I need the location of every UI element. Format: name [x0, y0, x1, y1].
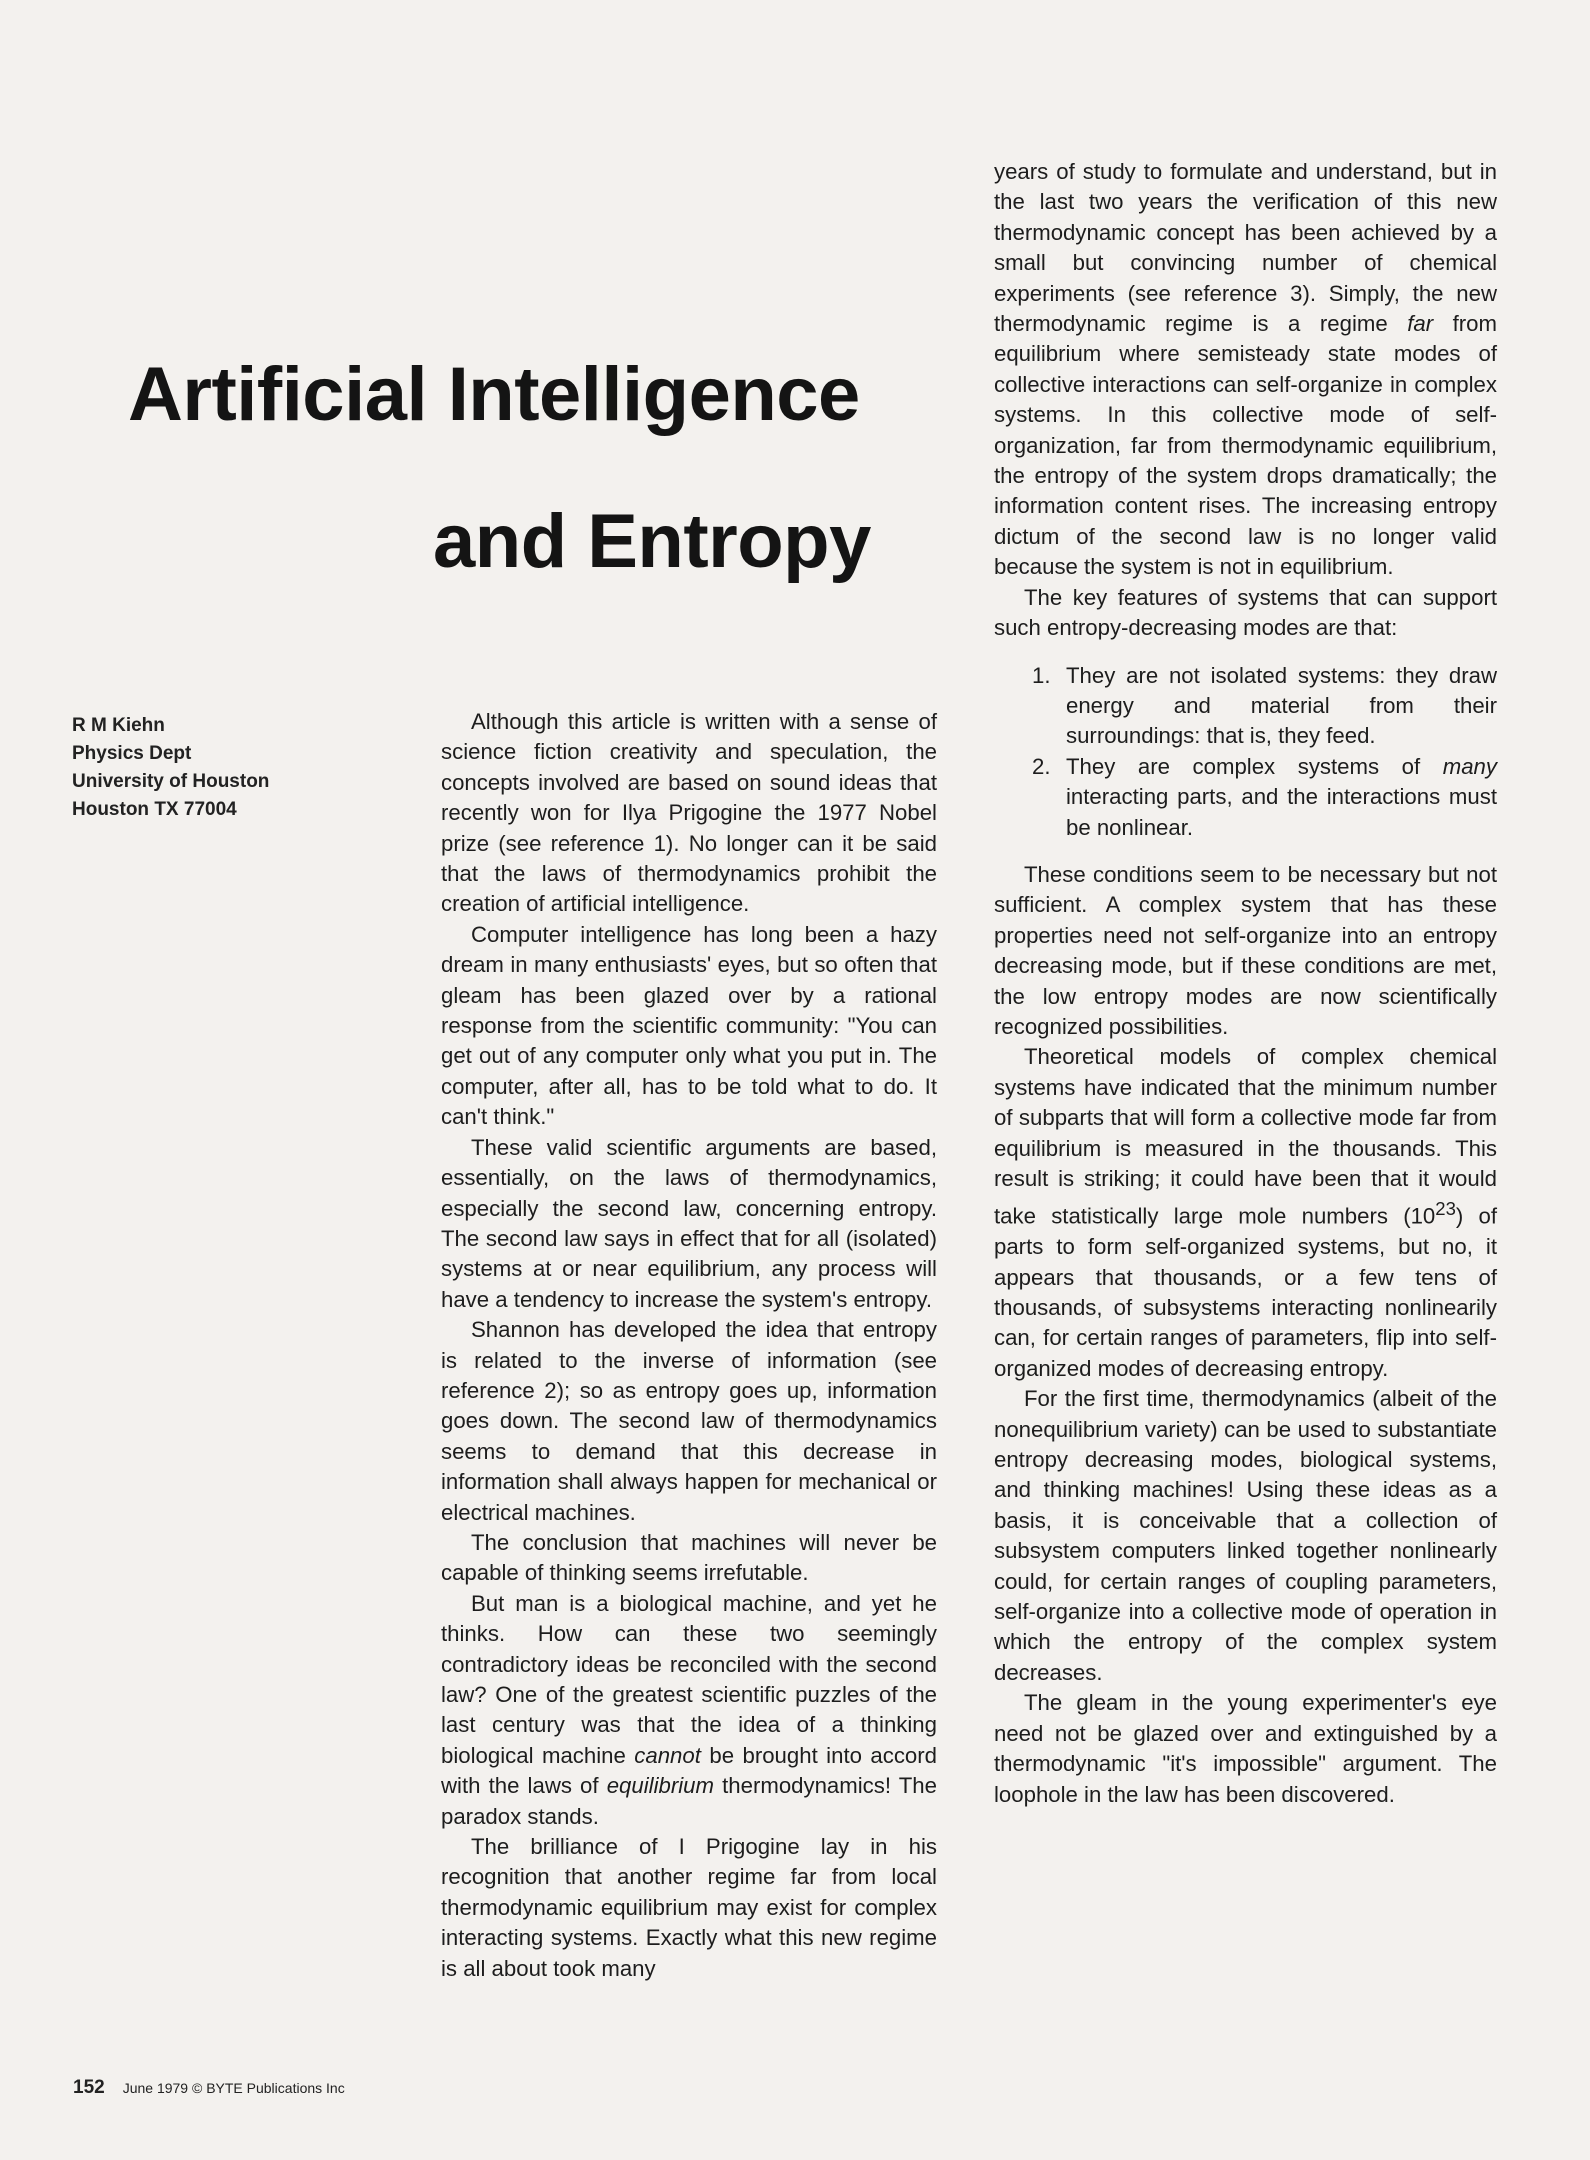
- author-block: [72, 712, 269, 824]
- list-item: 1. They are not isolated systems: they draw energy and material from their surroundings: that is, they feed.: [1032, 662, 1497, 749]
- paragraph-4: Shannon has developed the idea that entropy is related to the inverse of information (see reference 2); so as entropy goes up, information goes down. The second law of thermodynamics seems to demand that this decrease in information shall always happen for mechanical or electrical machines.: [441, 1317, 937, 1525]
- emphasis-far: far: [1407, 311, 1434, 337]
- paragraph-key-features: The key features of systems that can support such entropy-decreasing modes are that:: [994, 584, 1497, 641]
- emphasis-many: many: [1442, 753, 1497, 779]
- list-item: 2. They are complex systems of many interacting parts, and the interactions must be nonlinear.: [1032, 753, 1497, 840]
- author-university: University of Houston: [72, 771, 270, 792]
- author-dept: Physics Dept: [72, 743, 192, 764]
- publication-info: June 1979 © BYTE Publications Inc: [122, 2080, 345, 2096]
- emphasis-cannot: cannot: [634, 1742, 701, 1768]
- paragraph-7: The brilliance of I Prigogine lay in his recognition that another regime far from local thermodynamic equilibrium may exist for complex interacting systems. Exactly what this new regime is all about took many: [441, 1834, 937, 1981]
- paragraph-continued: years of study to formulate and understand, but in the last two years the verification of this new thermodynamic concept has been achieved by a small but convincing number of chemical experiments (see reference 3). Simply, the new thermodynamic regime is a regime far from equilibrium where semisteady state modes of collective interactions can self-organize in complex systems. In this collective mode of self-organization, far from thermodynamic equilibrium, the entropy of the system drops dramatically; the information content rises. The increasing entropy dictum of the second law is no longer valid because the system is not in equilibrium.: [994, 159, 1497, 580]
- author-name: R M Kiehn: [72, 715, 165, 736]
- article-title-line-1: Artificial Intelligence: [128, 352, 860, 437]
- paragraph-conditions: These conditions seem to be necessary but not sufficient. A complex system that has these properties need not self-organize into an entropy decreasing mode, but if these conditions are met, the low entropy modes are now scientifically recognized possibilities.: [994, 861, 1497, 1039]
- emphasis-equilibrium: equilibrium: [606, 1773, 714, 1799]
- paragraph-1: Although this article is written with a sense of science fiction creativity and speculation, the concepts involved are based on sound ideas that recently won for Ilya Prigogine the 1977 Nobel prize (see reference 1). No longer can it be said that the laws of thermodynamics prohibit the creation of artificial intelligence.: [441, 709, 937, 917]
- paragraph-first-time: For the first time, thermodynamics (albeit of the nonequilibrium variety) can be used to substantiate entropy decreasing modes, biological systems, and thinking machines! Using these ideas as a basis, it is conceivable that a collection of subsystem computers linked together nonlinearly could, for certain ranges of coupling parameters, self-organize into a collective mode of operation in which the entropy of the complex system decreases.: [994, 1386, 1497, 1685]
- author-city: Houston TX 77004: [72, 799, 237, 820]
- paragraph-6: But man is a biological machine, and yet he thinks. How can these two seemingly contradictory ideas be reconciled with the second law? One of the greatest scientific puzzles of the last century was that the idea of a thinking biological machine cannot be brought into accord with the laws of equilibrium thermodynamics! The paradox stands.: [441, 1590, 937, 1829]
- paragraph-models: Theoretical models of complex chemical systems have indicated that the minimum number of subparts that will form a collective mode far from equilibrium is measured in the thousands. This result is striking; it could have been that it would take statistically large mole numbers $(10^{23})$ of parts to form self-organized systems, but no, it appears that thousands, or a few tens of thousands, of subsystems interacting nonlinearily can, for certain ranges of parameters, flip into self-organized modes of decreasing entropy.: [994, 1044, 1498, 1381]
- page-number: 152: [73, 2077, 105, 2098]
- page-footer: [73, 2077, 345, 2099]
- paragraph-2: Computer intelligence has long been a hazy dream in many enthusiasts' eyes, but so often that gleam has been glazed over by a rational response from the scientific community: "You can get out of any computer only what you put in. The computer, after all, has to be told what to do. It can't think.": [441, 921, 937, 1130]
- paragraph-5: The conclusion that machines will never be capable of thinking seems irrefutable.: [441, 1529, 937, 1586]
- feature-list: [994, 661, 1497, 843]
- body-column-middle: [441, 707, 937, 1984]
- body-column-right: [994, 157, 1497, 1810]
- article-title-line-2: and Entropy: [433, 499, 871, 584]
- paragraph-gleam: The gleam in the young experimenter's eye need not be glazed over and extinguished by a thermodynamic "it's impossible" argument. The loophole in the law has been discovered.: [994, 1690, 1497, 1807]
- paragraph-3: These valid scientific arguments are based, essentially, on the laws of thermodynamics, especially the second law, concerning entropy. The second law says in effect that for all (isolated) systems at or near equilibrium, any process will have a tendency to increase the system's entropy.: [441, 1134, 937, 1312]
- exponent: 23: [1435, 1198, 1456, 1220]
